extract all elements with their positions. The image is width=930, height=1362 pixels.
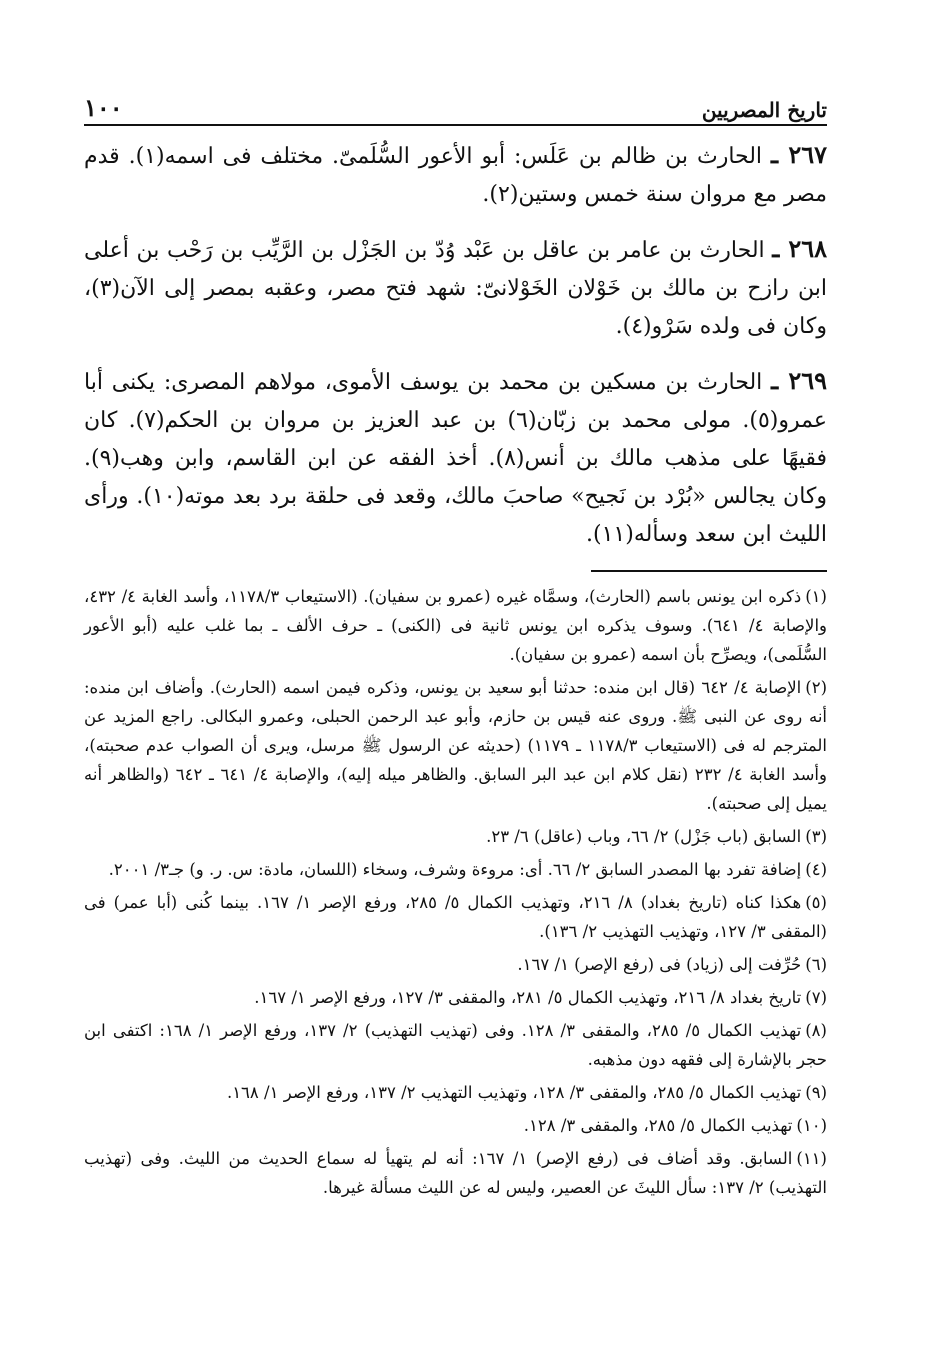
footnote-text: حُرِّفت إلى (زياد) فى (رفع الإصر) ١/ ١٦٧. [517,955,802,974]
footnote-3 [84,822,827,851]
footnote-6 [84,950,827,979]
footnote-number: (٨) [805,1021,827,1040]
footnote-5 [84,888,827,946]
footnote-7 [84,983,827,1012]
footnote-number: (١٠) [796,1116,827,1135]
entry-number: ٢٦٨ ـ [772,234,827,263]
footnote-number: (٧) [805,988,827,1007]
footnote-text: هكذا كناه (تاريخ بغداد) ٨/ ٢١٦، وتهذيب الكمال ٥/ ٢٨٥، ورفع الإصر ١/ ١٦٧. بينما كُنى (أبا عمر) فى (المقفى ٣/ ١٢٧، وتهذيب التهذيب ٢/ ١٣٦). [84,893,827,941]
footnote-8 [84,1016,827,1074]
footnote-number: (٣) [805,827,827,846]
footnote-9 [84,1078,827,1107]
footnote-text: السابق (باب جَزْل) ٢/ ٦٦، وباب (عاقل) ٦/ ٢٣. [486,827,802,846]
entry-number: ٢٦٧ ـ [771,140,828,169]
page-header [84,88,827,126]
footnote-number: (٤) [805,860,827,879]
footnote-2 [84,673,827,818]
footnote-text: السابق. وقد أضاف فى (رفع الإصر) ١/ ١٦٧: أنه لم يتهيأ له سماع الحديث من الليث. وفى (تهذيب التهذيب) ٢/ ١٣٧: سأل الليثَ عن العصير، وليس له عن الليث مسألة غيرها. [84,1149,827,1197]
footnote-text: الإصابة ٤/ ٦٤٢ (قال ابن منده: حدثنا أبو سعيد بن يونس، وذكره فيمن اسمه (الحارث). وأضاف ابن منده: أنه روى عن النبى ﷺ. وروى عنه قيس بن حازم، وأبو عبد الرحمن الحبلى، وعمرو البكالى. راجع المزيد عن المترجم له فى (الاستيعاب ١١٧٨/٣ ـ ١١٧٩) (حديثه عن الرسول ﷺ مرسل، ويرى أن الصواب عدم صحبته)، وأسد الغابة ٤/ ٢٣٢ (نقل كلام ابن عبد البر السابق. والظاهر ميله إليه)، والإصابة ٤/ ٦٤١ ـ ٦٤٢ (والظاهر أنه يميل إلى صحبته). [84,678,828,813]
entry-269 [84,362,827,554]
footnote-11 [84,1144,827,1202]
footnote-number: (٦) [805,955,827,974]
footnote-10 [84,1111,827,1140]
footnote-1 [84,582,827,669]
footnotes [84,582,827,1202]
footnote-text: تهذيب الكمال ٥/ ٢٨٥، والمقفى ٣/ ١٢٨. [523,1116,793,1135]
footnote-text: إضافة تفرد بها المصدر السابق ٢/ ٦٦. أى: مروءة وشرف، وسخاء (اللسان، مادة: س. ر. و) جـ٣/ ٢٠٠١. [108,860,802,879]
footnote-number: (١١) [796,1149,827,1168]
footnote-text: تاريخ بغداد ٨/ ٢١٦، وتهذيب الكمال ٥/ ٢٨١، والمقفى ٣/ ١٢٧، ورفع الإصر ١/ ١٦٧. [254,988,802,1007]
entry-268 [84,230,827,346]
entry-text: الحارث بن ظالم بن عَلَس: أبو الأعور السُّلَمىّ. مختلف فى اسمه(١). قدم مصر مع مروان سنة خمس وستين(٢). [84,144,827,207]
entry-267 [84,136,827,214]
footnote-separator [591,570,827,572]
running-title: تاريخ المصريين [701,98,827,122]
footnote-number: (٥) [805,893,827,912]
footnote-4 [84,855,827,884]
page-number: ١٠٠ [84,93,123,122]
footnote-text: تهذيب الكمال ٥/ ٢٨٥، والمقفى ٣/ ١٢٨، وتهذيب التهذيب ٢/ ١٣٧، ورفع الإصر ١/ ١٦٨. [226,1083,802,1102]
book-page [84,88,827,1206]
footnote-number: (٩) [805,1083,827,1102]
footnote-text: ذكره ابن يونس باسم (الحارث)، وسمَّاه غيره (عمرو بن سفيان). (الاستيعاب ١١٧٨/٣، وأسد الغابة ٤/ ٤٣٢، والإصابة ٤/ ٦٤١). وسوف يذكره ابن يونس ثانية فى (الكنى) ـ حرف الألف ـ بما غلب عليه (أبو الأعور السُّلَمى)، ويصرِّح بأن اسمه (عمرو بن سفيان). [84,587,827,664]
entry-text: الحارث بن عامر بن عاقل بن عَبْد وُدّ بن الجَزْل بن الرَّيِّب بن رَحْب بن أعلى ابن رازح بن مالك بن خَوْلان الخَوْلانىّ: شهد فتح مصر، وعقبه بمصر إلى الآن(٣)، وكان فى ولده سَرْو(٤). [84,238,827,339]
footnote-number: (٢) [805,678,827,697]
entry-text: الحارث بن مسكين بن محمد بن يوسف الأموى، مولاهم المصرى: يكنى أبا عمرو(٥). مولى محمد بن زبّان(٦) بن عبد العزيز بن مروان بن الحكم(٧). كان فقيهًا على مذهب مالك بن أنس(٨). أخذ الفقه عن ابن القاسم، وابن وهب(٩). وكان يجالس «بُرْد بن نَجيح» صاحبَ مالك، وقعد فى حلقة برد بعد موته(١٠). ورأى الليث ابن سعد وسأله(١١). [84,370,827,547]
footnote-text: تهذيب الكمال ٥/ ٢٨٥، والمقفى ٣/ ١٢٨. وفى (تهذيب التهذيب) ٢/ ١٣٧، ورفع الإصر ١/ ١٦٨: اكتفى ابن حجر بالإشارة إلى فقهه دون مذهبه. [84,1021,827,1069]
footnote-number: (١) [805,587,827,606]
entry-number: ٢٦٩ ـ [771,366,827,395]
